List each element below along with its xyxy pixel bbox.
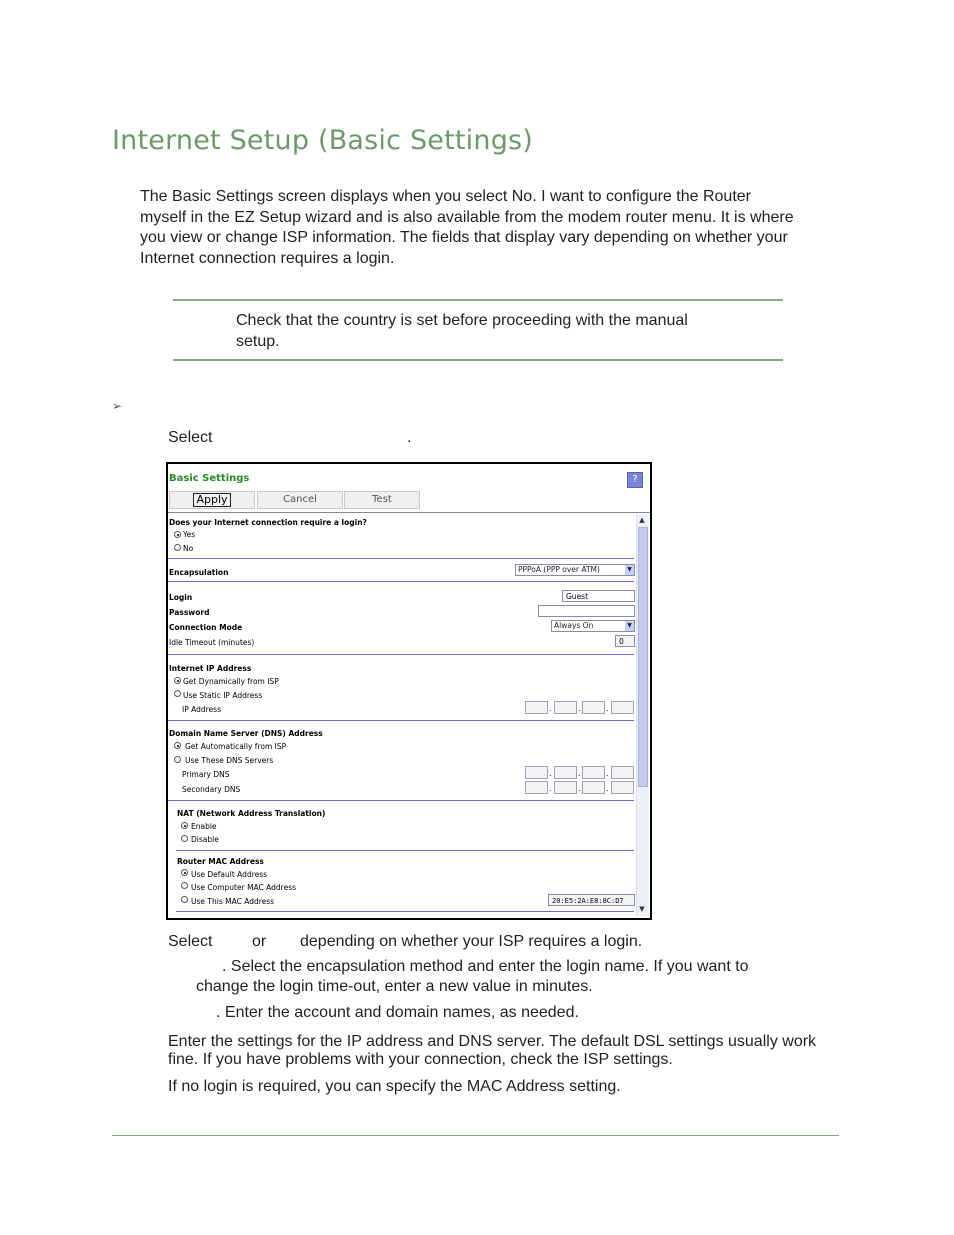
nat-disable-label: Disable bbox=[191, 835, 219, 844]
note-bottom-rule bbox=[173, 359, 783, 361]
dns-primary-octet-field[interactable] bbox=[611, 766, 634, 779]
section-divider bbox=[168, 654, 634, 655]
step-mac-line: If no login is required, you can specify the MAC Address setting. bbox=[168, 1078, 621, 1095]
login-question-label: Does your Internet connection require a login? bbox=[169, 518, 367, 527]
dns-primary-octet-field[interactable] bbox=[525, 766, 548, 779]
cancel-button[interactable]: Cancel bbox=[257, 491, 343, 509]
note-line: setup. bbox=[236, 332, 280, 350]
step-select-login-or: or bbox=[252, 933, 267, 950]
dns-secondary-octet-field[interactable] bbox=[525, 781, 548, 794]
intro-paragraph bbox=[140, 187, 850, 269]
encapsulation-value: PPPoA (PPP over ATM) bbox=[518, 565, 600, 574]
connection-mode-select[interactable] bbox=[551, 620, 635, 632]
intro-line: myself in the EZ Setup wizard and is also available from the modem router menu. It is where bbox=[140, 208, 794, 226]
login-yes-label: Yes bbox=[183, 530, 196, 539]
nat-enable-radio[interactable] bbox=[181, 822, 188, 829]
nat-disable-radio[interactable] bbox=[181, 835, 188, 842]
dns-secondary-octet-field[interactable] bbox=[582, 781, 605, 794]
ip-octet-field[interactable] bbox=[582, 701, 605, 714]
ip-dot: . bbox=[606, 769, 609, 778]
mac-computer-radio[interactable] bbox=[181, 882, 188, 889]
dns-secondary-label: Secondary DNS bbox=[182, 785, 241, 794]
ip-static-radio[interactable] bbox=[174, 690, 181, 697]
intro-line: Internet connection requires a login. bbox=[140, 249, 395, 267]
apply-button[interactable] bbox=[169, 491, 255, 509]
connection-mode-label: Connection Mode bbox=[169, 623, 243, 632]
step-select-text: Select bbox=[168, 429, 213, 446]
mac-this-radio[interactable] bbox=[181, 896, 188, 903]
idle-timeout-label: Idle Timeout (minutes) bbox=[169, 638, 255, 647]
step-ip-line1: Enter the settings for the IP address and DNS server. The default DSL settings usually work bbox=[168, 1033, 817, 1050]
dns-auto-label: Get Automatically from ISP bbox=[185, 742, 287, 751]
page-title: Internet Setup (Basic Settings) bbox=[112, 125, 534, 156]
intro-line: The Basic Settings screen displays when you select No. I want to configure the Router bbox=[140, 188, 751, 205]
step-no-line: . Enter the account and domain names, as needed. bbox=[216, 1004, 579, 1021]
nat-section-header: NAT (Network Address Translation) bbox=[177, 809, 326, 818]
mac-address-field[interactable]: 20:E5:2A:E8:8C:D7 bbox=[548, 894, 635, 906]
help-icon[interactable]: ? bbox=[627, 472, 643, 488]
ip-section-header: Internet IP Address bbox=[169, 664, 252, 673]
ip-address-label: IP Address bbox=[182, 705, 221, 714]
section-divider bbox=[168, 558, 634, 559]
login-no-label: No bbox=[183, 544, 194, 553]
ip-dynamic-radio[interactable] bbox=[174, 677, 181, 684]
chevron-down-icon: ▼ bbox=[625, 621, 634, 631]
dns-section-header: Domain Name Server (DNS) Address bbox=[169, 729, 323, 738]
mac-default-radio[interactable] bbox=[181, 869, 188, 876]
dns-manual-label: Use These DNS Servers bbox=[185, 756, 274, 765]
dns-secondary-octet-field[interactable] bbox=[554, 781, 577, 794]
nat-enable-label: Enable bbox=[191, 822, 217, 831]
scroll-down-icon[interactable]: ▼ bbox=[639, 905, 645, 913]
login-no-radio[interactable] bbox=[174, 544, 181, 551]
dns-manual-radio[interactable] bbox=[174, 756, 181, 763]
section-divider bbox=[168, 800, 634, 801]
ip-octet-field[interactable] bbox=[611, 701, 634, 714]
password-label: Password bbox=[169, 608, 210, 617]
ip-dot: . bbox=[578, 769, 581, 778]
dns-primary-label: Primary DNS bbox=[182, 770, 230, 779]
ip-dot: . bbox=[549, 704, 552, 713]
ip-dot: . bbox=[606, 704, 609, 713]
mac-default-label: Use Default Address bbox=[191, 870, 268, 879]
login-label: Login bbox=[169, 593, 193, 602]
dns-auto-radio[interactable] bbox=[174, 742, 181, 749]
dns-primary-octet-field[interactable] bbox=[582, 766, 605, 779]
login-yes-radio[interactable] bbox=[174, 531, 181, 538]
section-divider bbox=[168, 581, 634, 582]
note-line: Check that the country is set before proceeding with the manual bbox=[236, 312, 688, 329]
ip-dot: . bbox=[578, 704, 581, 713]
encapsulation-label: Encapsulation bbox=[169, 568, 229, 577]
section-divider bbox=[176, 911, 634, 912]
intro-line: you view or change ISP information. The fields that display vary depending on whether your bbox=[140, 229, 788, 246]
note-text bbox=[236, 311, 776, 352]
step-yes-line2: change the login time-out, enter a new value in minutes. bbox=[196, 978, 593, 995]
login-field[interactable]: Guest bbox=[562, 590, 635, 602]
test-button[interactable]: Test bbox=[344, 491, 420, 509]
ip-dot: . bbox=[578, 784, 581, 793]
chevron-down-icon: ▼ bbox=[625, 565, 634, 575]
step-yes-line1: . Select the encapsulation method and enter the login name. If you want to bbox=[222, 958, 749, 975]
ip-dot: . bbox=[549, 784, 552, 793]
ip-dot: . bbox=[549, 769, 552, 778]
section-divider bbox=[176, 850, 634, 851]
step-select-login-suffix: depending on whether your ISP requires a login. bbox=[300, 933, 643, 950]
mac-this-label: Use This MAC Address bbox=[191, 897, 275, 906]
mac-computer-label: Use Computer MAC Address bbox=[191, 883, 297, 892]
basic-settings-screenshot bbox=[166, 462, 652, 920]
note-top-rule bbox=[173, 299, 783, 301]
ip-static-label: Use Static IP Address bbox=[183, 691, 263, 700]
procedure-bullet-icon: ➢ bbox=[112, 399, 123, 413]
encapsulation-select[interactable] bbox=[515, 564, 635, 576]
ip-octet-field[interactable] bbox=[525, 701, 548, 714]
screen-title: Basic Settings bbox=[169, 473, 250, 484]
password-field[interactable] bbox=[538, 605, 635, 617]
panel-divider bbox=[168, 512, 650, 513]
step-select-period: . bbox=[407, 429, 412, 446]
mac-section-header: Router MAC Address bbox=[177, 857, 264, 866]
section-divider bbox=[168, 720, 634, 721]
dns-primary-octet-field[interactable] bbox=[554, 766, 577, 779]
connection-mode-value: Always On bbox=[554, 621, 594, 630]
ip-octet-field[interactable] bbox=[554, 701, 577, 714]
footer-rule bbox=[112, 1135, 839, 1136]
dns-secondary-octet-field[interactable] bbox=[611, 781, 634, 794]
idle-timeout-field[interactable]: 0 bbox=[615, 635, 635, 647]
scroll-up-icon[interactable]: ▲ bbox=[639, 516, 645, 524]
scrollbar-thumb[interactable] bbox=[638, 527, 648, 787]
step-ip-line2: fine. If you have problems with your connection, check the ISP settings. bbox=[168, 1051, 673, 1068]
ip-dynamic-label: Get Dynamically from ISP bbox=[183, 677, 279, 686]
ip-dot: . bbox=[606, 784, 609, 793]
apply-button-label: Apply bbox=[193, 493, 230, 507]
step-select-login-prefix: Select bbox=[168, 933, 213, 950]
